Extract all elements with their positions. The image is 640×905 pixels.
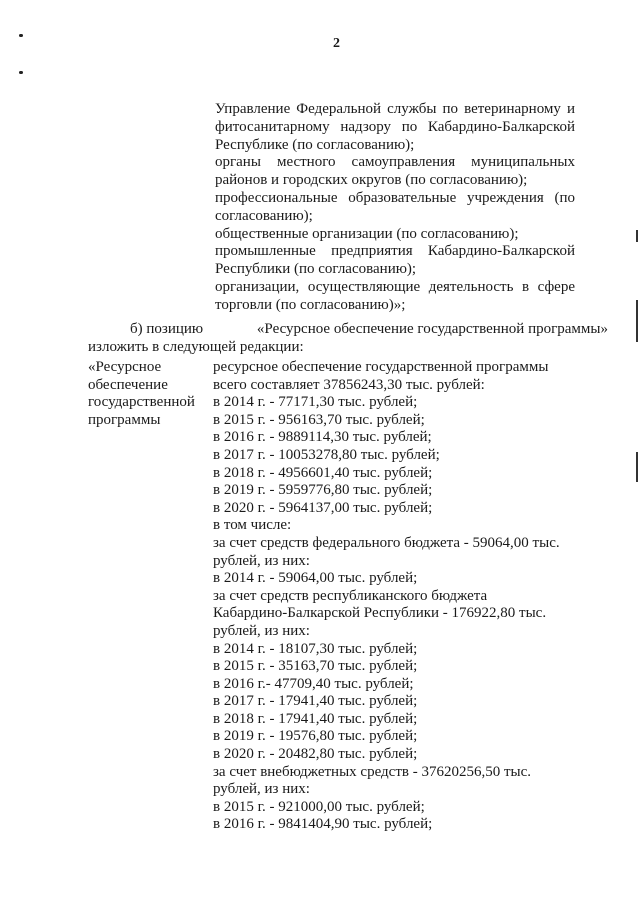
resource-line: в 2018 г. - 17941,40 тыс. рублей;	[213, 710, 418, 727]
resource-line: в 2017 г. - 17941,40 тыс. рублей;	[213, 693, 418, 710]
scan-edge-mark	[636, 230, 638, 242]
resource-line: в 2019 г. - 5959776,80 тыс. рублей;	[213, 482, 433, 499]
resource-line: всего составляет 37856243,30 тыс. рублей:	[213, 376, 485, 393]
participant-item: профессиональные образовательные учреждения (по согласованию);	[215, 189, 575, 224]
participant-item: органы местного самоуправления муниципальных районов и городских округов (по согласованию);	[215, 154, 575, 189]
scan-mark	[19, 34, 23, 37]
page-number: 2	[333, 36, 340, 51]
resource-line: в 2020 г. - 5964137,00 тыс. рублей;	[213, 499, 433, 516]
resource-label-line: «Ресурсное	[88, 359, 162, 375]
resource-label-column	[88, 359, 208, 429]
resource-line: рублей, из них:	[213, 552, 310, 569]
paragraph-b-line1	[88, 320, 608, 338]
resource-line: в 2016 г. - 9889114,30 тыс. рублей;	[213, 429, 432, 446]
paragraph-b	[88, 320, 608, 356]
resource-line: в 2019 г. - 19576,80 тыс. рублей;	[213, 728, 418, 745]
participants-list	[215, 101, 575, 315]
paragraph-b-part2: «Ресурсное обеспечение государственной программы»	[256, 321, 608, 337]
resource-line: за счет внебюджетных средств - 37620256,50 тыс.	[213, 763, 531, 780]
resource-line: в 2020 г. - 20482,80 тыс. рублей;	[213, 746, 418, 763]
scan-edge-mark	[636, 452, 638, 482]
resource-label-line: обеспечение	[88, 376, 168, 393]
resource-line: в 2015 г. - 921000,00 тыс. рублей;	[213, 798, 425, 815]
resource-line: в 2015 г. - 35163,70 тыс. рублей;	[213, 658, 418, 675]
participant-item: Управление Федеральной службы по ветеринарному и фитосанитарному надзору по Кабардино-Балкарской Республике (по согласованию);	[215, 101, 575, 153]
resource-details-column	[213, 359, 593, 834]
resource-line: в том числе:	[213, 517, 292, 534]
resource-line: в 2014 г. - 59064,00 тыс. рублей;	[213, 570, 418, 587]
resource-line: в 2015 г. - 956163,70 тыс. рублей;	[213, 411, 425, 428]
participant-item: промышленные предприятия Кабардино-Балкарской Республики (по согласованию);	[215, 243, 575, 278]
participant-item: организации, осуществляющие деятельность в сфере торговли (по согласованию)»;	[215, 278, 575, 313]
resource-line: в 2018 г. - 4956601,40 тыс. рублей;	[213, 464, 433, 481]
resource-line: за счет средств федерального бюджета - 59064,00 тыс.	[213, 534, 560, 551]
resource-line: в 2014 г. - 18107,30 тыс. рублей;	[213, 640, 418, 657]
resource-label-line: программы	[88, 411, 161, 428]
scan-mark	[19, 71, 23, 74]
resource-line: в 2014 г. - 77171,30 тыс. рублей;	[213, 394, 418, 411]
paragraph-b-line2: изложить в следующей редакции:	[88, 339, 304, 355]
participant-item: общественные организации (по согласованию);	[215, 225, 519, 242]
resource-label-line: государственной	[88, 394, 195, 411]
resource-line: Кабардино-Балкарской Республики - 176922,80 тыс.	[213, 605, 547, 622]
resource-line: рублей, из них:	[213, 622, 310, 639]
resource-line: ресурсное обеспечение государственной программы	[213, 359, 549, 375]
paragraph-b-part1: б) позицию	[130, 321, 204, 337]
resource-line: за счет средств республиканского бюджета	[213, 587, 488, 604]
resource-line: рублей, из них:	[213, 781, 310, 798]
resource-line: в 2017 г. - 10053278,80 тыс. рублей;	[213, 446, 440, 463]
resource-line: в 2016 г.- 47709,40 тыс. рублей;	[213, 675, 414, 692]
resource-line: в 2016 г. - 9841404,90 тыс. рублей;	[213, 816, 433, 833]
scan-edge-mark	[636, 300, 638, 342]
